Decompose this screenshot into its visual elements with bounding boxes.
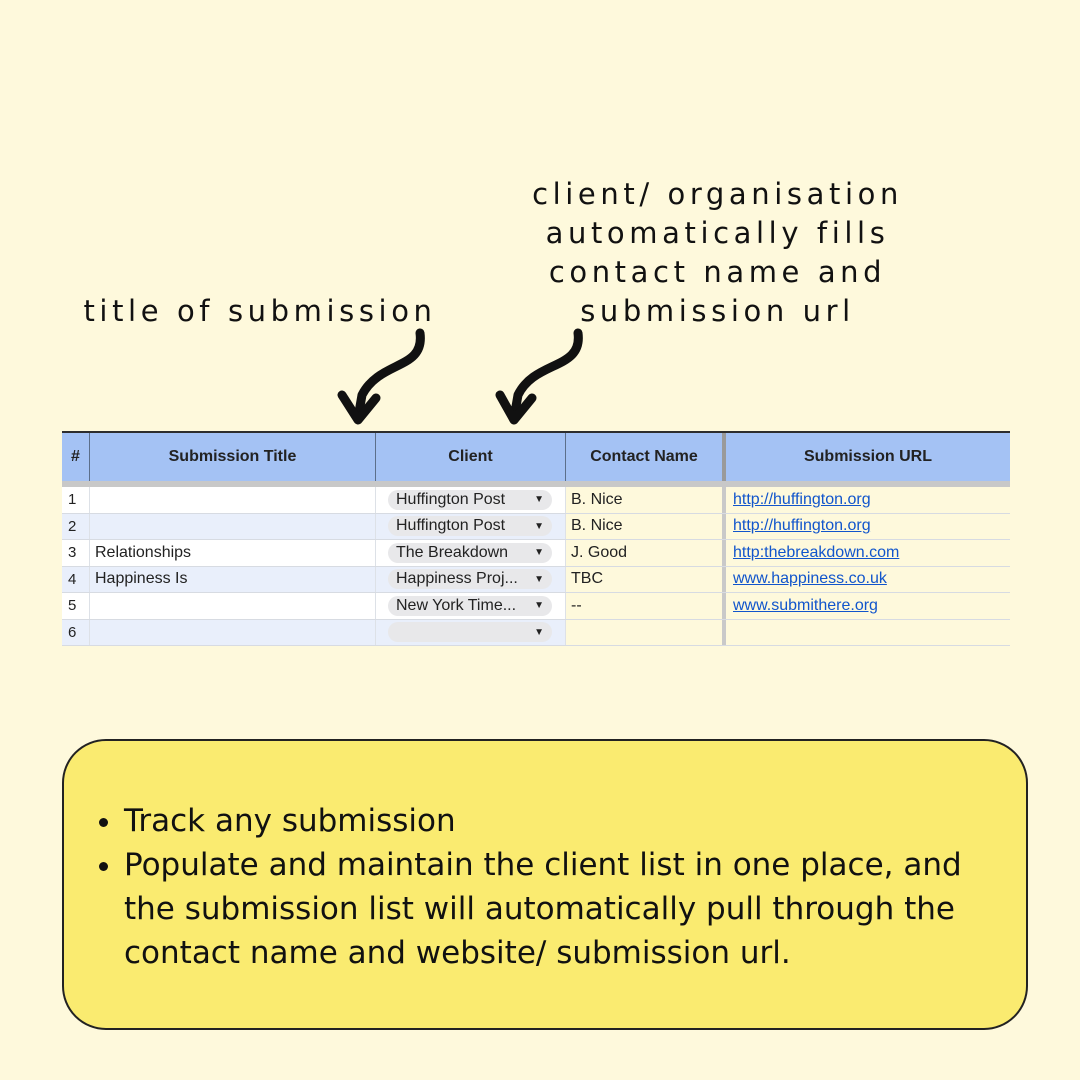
header-submission-title[interactable]: Submission Title — [90, 433, 376, 481]
submission-url-cell — [726, 593, 1010, 619]
contact-name-cell[interactable]: B. Nice — [566, 514, 726, 540]
header-submission-url[interactable]: Submission URL — [803, 448, 932, 465]
dropdown-arrow-icon[interactable]: ▼ — [534, 626, 544, 638]
submission-title-cell[interactable]: Happiness Is — [90, 567, 376, 593]
submission-spreadsheet — [62, 431, 1010, 646]
row-number[interactable]: 5 — [62, 593, 90, 619]
submission-title-cell[interactable] — [90, 487, 376, 513]
row-number[interactable]: 2 — [62, 514, 90, 540]
submission-title-cell[interactable]: Relationships — [90, 540, 376, 566]
dropdown-arrow-icon[interactable]: ▼ — [534, 547, 544, 559]
table-row — [62, 593, 1010, 620]
submission-title-cell[interactable] — [90, 593, 376, 619]
row-number[interactable]: 3 — [62, 540, 90, 566]
client-cell — [376, 487, 566, 513]
submission-url-link[interactable]: http://huffington.org — [733, 517, 871, 535]
contact-name-cell[interactable]: TBC — [566, 567, 726, 593]
client-value: Huffington Post — [396, 490, 506, 508]
submission-title-cell[interactable] — [90, 620, 376, 646]
submission-url-cell — [726, 540, 1010, 566]
submission-url-cell — [726, 487, 1010, 513]
feature-info-box — [62, 739, 1028, 1030]
table-row — [62, 567, 1010, 594]
submission-url-link[interactable]: http:thebreakdown.com — [733, 543, 900, 561]
submission-url-cell — [726, 567, 1010, 593]
client-annotation: client/ organisation automatically fills contact name and submission url — [532, 177, 903, 328]
client-cell — [376, 540, 566, 566]
arrow-to-title-icon — [342, 333, 420, 420]
table-row — [62, 514, 1010, 541]
contact-name-cell[interactable]: -- — [566, 593, 726, 619]
submission-url-link[interactable]: http://huffington.org — [733, 490, 871, 508]
dropdown-arrow-icon[interactable]: ▼ — [534, 520, 544, 532]
feature-bullet: • Populate and maintain the client list in one place, and the submission list will automatically pull through the contact name and website/ submission url. — [124, 843, 1004, 975]
client-dropdown[interactable] — [388, 516, 552, 536]
client-value: The Breakdown — [396, 543, 509, 561]
table-row — [62, 620, 1010, 647]
dropdown-arrow-icon[interactable]: ▼ — [534, 600, 544, 612]
contact-name-cell[interactable]: J. Good — [566, 540, 726, 566]
client-dropdown[interactable] — [388, 543, 552, 563]
feature-bullet: • Track any submission — [124, 799, 1004, 843]
dropdown-arrow-icon[interactable]: ▼ — [534, 573, 544, 585]
row-number[interactable]: 1 — [62, 487, 90, 513]
client-value: New York Time... — [396, 596, 517, 614]
row-number[interactable]: 4 — [62, 567, 90, 593]
submission-title-cell[interactable] — [90, 514, 376, 540]
client-cell — [376, 514, 566, 540]
client-cell — [376, 567, 566, 593]
client-dropdown[interactable] — [388, 490, 552, 510]
header-client[interactable]: Client — [376, 433, 566, 481]
client-value: Huffington Post — [396, 517, 506, 535]
submission-url-link[interactable]: www.submithere.org — [733, 596, 878, 614]
submission-url-cell — [726, 514, 1010, 540]
dropdown-arrow-icon[interactable]: ▼ — [534, 494, 544, 506]
client-dropdown[interactable] — [388, 622, 552, 642]
header-row — [62, 431, 1010, 487]
contact-name-cell[interactable]: B. Nice — [566, 487, 726, 513]
client-value: Happiness Proj... — [396, 570, 518, 588]
client-cell — [376, 620, 566, 646]
table-row — [62, 487, 1010, 514]
row-number[interactable]: 6 — [62, 620, 90, 646]
client-dropdown[interactable] — [388, 569, 552, 589]
submission-url-link[interactable]: www.happiness.co.uk — [733, 570, 887, 588]
title-annotation: title of submission — [83, 294, 437, 328]
header-contact-name[interactable]: Contact Name — [566, 433, 726, 481]
submission-url-cell — [726, 620, 1010, 646]
feature-list — [124, 799, 1004, 975]
client-cell — [376, 593, 566, 619]
table-row — [62, 540, 1010, 567]
contact-name-cell[interactable] — [566, 620, 726, 646]
client-dropdown[interactable] — [388, 596, 552, 616]
header-number[interactable]: # — [62, 433, 90, 481]
arrow-to-client-icon — [500, 333, 578, 420]
